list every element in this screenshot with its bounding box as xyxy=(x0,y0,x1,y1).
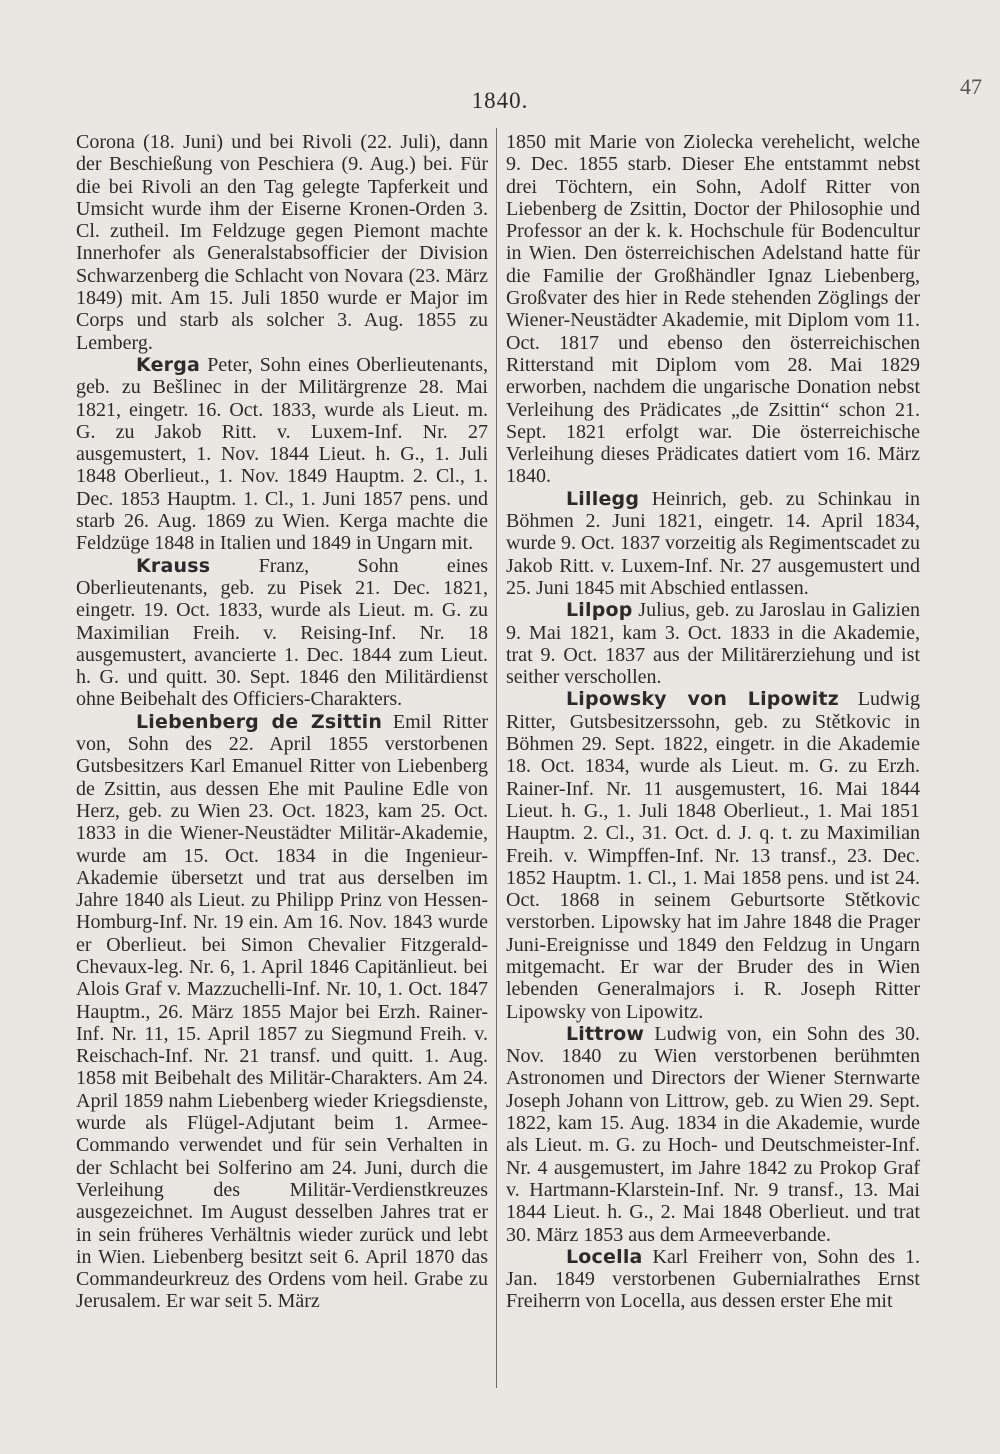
entry-text: Franz, Sohn eines Oberlieutenants, geb. zu Pisek 21. Dec. 1821, eingetr. 19. Oct. 1833, wurde als Lieut. m. G. zu Maximilian Freih. v. Reising-Inf. Nr. 18 ausgemustert, avancierte 1. Dec. 1844 zum Lieut. h. G. und quitt. 30. Sept. 1846 den Militärdienst ohne Beibehalt des Officiers-Charakters. xyxy=(76,554,488,711)
right-column xyxy=(506,131,920,1313)
running-header-year: 1840. xyxy=(471,88,529,113)
entry-name: Littrow xyxy=(566,1022,645,1045)
continuation-text: Corona (18. Juni) und bei Rivoli (22. Juli), dann der Beschießung von Peschiera (9. Aug.) bei. Für die bei Rivoli an den Tag gelegte Tapferkeit und Umsicht wurde ihm der Eiserne Kronen-Orden 3. Cl. zutheil. Im Feldzuge gegen Piemont machte Innerhofer als Generalstabsofficier der Division Schwarzenberg die Schlacht von Novara (23. März 1849) mit. Am 15. Juli 1850 wurde er Major im Corps und starb als solcher 3. Aug. 1855 zu Lemberg. xyxy=(76,131,488,354)
page-number: 47 xyxy=(960,74,982,99)
biography-entry-lillegg xyxy=(506,488,920,599)
entry-text: Ludwig von, ein Sohn des 30. Nov. 1840 zu Wien verstorbenen berühmten Astronomen und Directors der Wiener Sternwarte Joseph Johann von Littrow, geb. zu Wien 29. Sept. 1822, kam 15. Aug. 1834 in die Akademie, wurde als Lieut. m. G. zu Hoch- und Deutschmeister-Inf. Nr. 4 ausgemustert, im Jahre 1842 zu Prokop Graf v. Hartmann-Klarstein-Inf. Nr. 9 transf., 13. Mai 1844 Lieut. h. G., 2. Mai 1848 Oberlieut. und trat 30. März 1853 aus dem Armeeverbande. xyxy=(506,1022,920,1246)
entry-name: Liebenberg de Zsittin xyxy=(136,710,383,733)
entry-text: Julius, geb. zu Jaroslau in Galizien 9. Mai 1821, kam 3. Oct. 1833 in die Akademie, trat 9. Oct. 1837 aus der Militärerziehung und ist seither verschollen. xyxy=(506,599,920,689)
entry-name: Lilpop xyxy=(566,599,633,622)
entry-name: Lillegg xyxy=(566,487,640,510)
entry-text: Ludwig Ritter, Gutsbesitzerssohn, geb. zu Stětkovic in Böhmen 29. Sept. 1822, eingetr. in die Akademie 18. Oct. 1834, wurde als Lieut. m. G. zu Erzh. Rainer-Inf. Nr. 11 ausgemustert, 16. Mai 1844 Lieut. h. G., 1. Juli 1848 Oberlieut., 1. Mai 1851 Hauptm. 2. Cl., 31. Oct. d. J. q. t. zu Maximilian Freih. v. Wimpffen-Inf. Nr. 13 transf., 23. Dec. 1852 Hauptm. 1. Cl., 1. Mai 1858 pens. und ist 24. Oct. 1868 in seinem Geburtsorte Stětkovic verstorben. Lipowsky hat im Jahre 1848 die Prager Juni-Ereignisse und 1849 den Feldzug in Ungarn mitgemacht. Er war der Bruder des in Wien lebenden Generalmajors i. R. Joseph Ritter Lipowsky von Lipowitz. xyxy=(506,688,921,1023)
entry-text: Peter, Sohn eines Oberlieutenants, geb. zu Bešlinec in der Militärgrenze 28. Mai 1821, eingetr. 16. Oct. 1833, wurde als Lieut. m. G. zu Jakob Ritt. v. Luxem-Inf. Nr. 27 ausgemustert, 1. Nov. 1844 Lieut. h. G., 1. Juli 1848 Oberlieut., 1. Nov. 1849 Hauptm. 2. Cl., 1. Dec. 1853 Hauptm. 1. Cl., 1. Juni 1857 pens. und starb 26. Aug. 1869 zu Wien. Kerga machte die Feldzüge 1848 in Italien und 1849 in Ungarn mit. xyxy=(76,353,488,555)
entry-text: Karl Freiherr von, Sohn des 1. Jan. 1849 verstorbenen Gubernialrathes Ernst Freiherrn von Locella, aus dessen erster Ehe mit xyxy=(506,1245,920,1313)
biography-entry-liebenberg xyxy=(76,711,488,1313)
column-divider xyxy=(496,128,497,1388)
biography-entry-krauss xyxy=(76,555,488,711)
entry-text: Emil Ritter von, Sohn des 22. April 1855 verstorbenen Gutsbesitzers Karl Emanuel Ritter von Liebenberg de Zsittin, aus dessen Ehe mit Pauline Edle von Herz, geb. zu Wien 23. Oct. 1823, kam 25. Oct. 1833 in die Wiener-Neustädter Militär-Akademie, wurde am 15. Oct. 1834 in die Ingenieur-Akademie übersetzt und trat aus derselben im Jahre 1840 als Lieut. zu Philipp Prinz von Hessen-Homburg-Inf. Nr. 19 ein. Am 16. Nov. 1843 wurde er Oberlieut. bei Simon Chevalier Fitzgerald-Chevaux-leg. Nr. 6, 1. April 1846 Capitänlieut. bei Alois Graf v. Mazzuchelli-Inf. Nr. 10, 1. Oct. 1847 Hauptm., 26. März 1855 Major bei Erzh. Rainer-Inf. Nr. 11, 15. April 1857 zu Siegmund Freih. v. Reischach-Inf. Nr. 21 transf. und quitt. 1. Aug. 1858 mit Beibehalt des Militär-Charakters. Am 24. April 1859 nahm Liebenberg wieder Kriegsdienste, wurde als Flügel-Adjutant beim 1. Armee-Commando verwendet und für sein Verhalten in der Schlacht bei Solferino am 24. Juni, durch die Verleihung des Militär-Verdienstkreuzes ausgezeichnet. Im August desselben Jahres trat er in sein früheres Verhältnis wieder zurück und lebt in Wien. Liebenberg besitzt seit 6. April 1870 das Commandeurkreuz des Ordens vom heil. Grabe zu Jerusalem. Er war seit 5. März xyxy=(76,710,489,1313)
entry-name: Krauss xyxy=(136,554,211,577)
biography-entry-kerga xyxy=(76,354,488,555)
entry-text: Heinrich, geb. zu Schinkau in Böhmen 2. Juni 1821, eingetr. 14. April 1834, wurde 9. Oct. 1837 vorzeitig als Regimentscadet zu Jakob Ritt. v. Luxem-Inf. Nr. 27 ausgemustert und 25. Juni 1845 mit Abschied entlassen. xyxy=(506,487,920,599)
left-column xyxy=(76,131,488,1313)
biography-entry-littrow xyxy=(506,1023,920,1246)
continuation-text: 1850 mit Marie von Ziolecka verehelicht, welche 9. Dec. 1855 starb. Dieser Ehe entstammt nebst drei Töchtern, ein Sohn, Adolf Ritter von Liebenberg de Zsittin, Doctor der Philosophie und Professor an der k. k. Hochschule für Bodencultur in Wien. Den österreichischen Adelstand hatte für die Familie der Großhändler Ignaz Liebenberg, Großvater des hier in Rede stehenden Zöglings der Wiener-Neustädter Akademie, mit Diplom vom 11. Oct. 1817 und ebenso den österreichischen Ritterstand mit Diplom vom 28. Mai 1829 erworben, nachdem die ungarische Donation nebst Verleihung des Prädicates „de Zsittin“ schon 21. Sept. 1821 erfolgt war. Die österreichische Verleihung dieses Prädicates datiert vom 16. März 1840. xyxy=(506,131,920,488)
entry-name: Locella xyxy=(566,1245,643,1268)
entry-name: Kerga xyxy=(136,353,201,376)
biography-entry-lilpop xyxy=(506,599,920,688)
biography-entry-lipowsky xyxy=(506,688,920,1022)
biography-entry-locella xyxy=(506,1246,920,1313)
entry-name: Lipowsky von Lipowitz xyxy=(566,688,839,711)
